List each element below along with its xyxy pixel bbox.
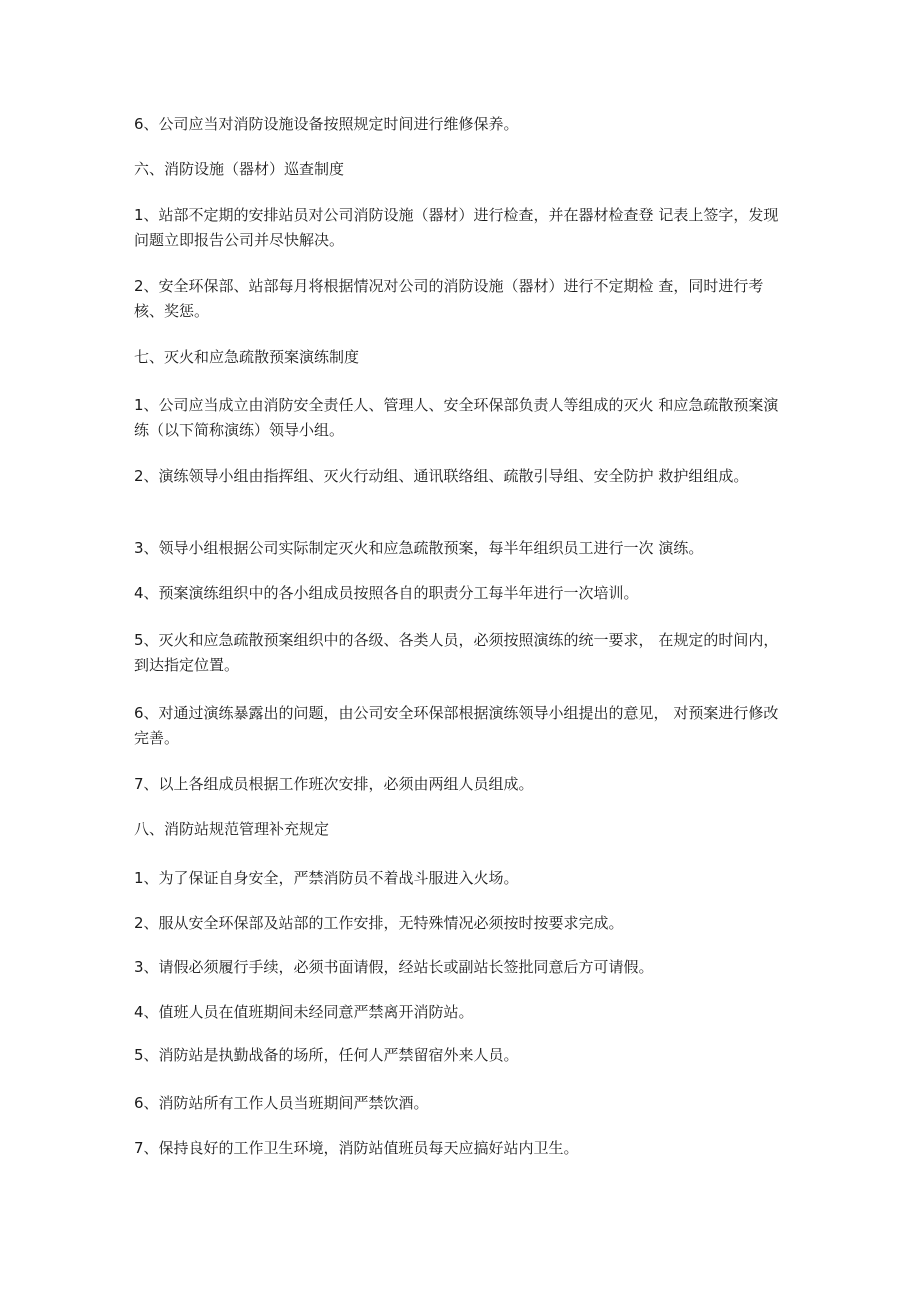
- paragraph-drill-1: 1、公司应当成立由消防安全责任人、管理人、安全环保部负责人等组成的灭火 和应急疏散预案演练（以下简称演练）领导小组。: [134, 396, 779, 439]
- paragraph-station-6: 6、消防站所有工作人员当班期间严禁饮酒。: [134, 1094, 429, 1112]
- paragraph-station-1: 1、为了保证自身安全，严禁消防员不着战斗服进入火场。: [134, 869, 519, 887]
- section-heading-8: 八、消防站规范管理补充规定: [134, 820, 330, 838]
- paragraph-drill-5: 5、灭火和应急疏散预案组织中的各级、各类人员，必须按照演练的统一要求， 在规定的时间内，到达指定位置。: [134, 631, 779, 674]
- paragraph-drill-2: 2、演练领导小组由指挥组、灭火行动组、通讯联络组、疏散引导组、安全防护 救护组组成。: [134, 467, 749, 485]
- paragraph-drill-7: 7、以上各组成员根据工作班次安排，必须由两组人员组成。: [134, 775, 534, 793]
- paragraph-drill-3: 3、领导小组根据公司实际制定灭火和应急疏散预案，每半年组织员工进行一次 演练。: [134, 539, 704, 557]
- paragraph-station-4: 4、值班人员在值班期间未经同意严禁离开消防站。: [134, 1003, 474, 1021]
- section-heading-7: 七、灭火和应急疏散预案演练制度: [134, 348, 360, 366]
- section-heading-6: 六、消防设施（器材）巡查制度: [134, 160, 345, 178]
- paragraph-item-6-maintenance: 6、公司应当对消防设施设备按照规定时间进行维修保养。: [134, 115, 519, 133]
- paragraph-station-7: 7、保持良好的工作卫生环境，消防站值班员每天应搞好站内卫生。: [134, 1139, 579, 1157]
- paragraph-drill-6: 6、对通过演练暴露出的问题，由公司安全环保部根据演练领导小组提出的意见， 对预案进行修改完善。: [134, 704, 779, 747]
- paragraph-inspection-1: 1、站部不定期的安排站员对公司消防设施（器材）进行检查，并在器材检查登 记表上签字，发现问题立即报告公司并尽快解决。: [134, 206, 779, 249]
- paragraph-station-3: 3、请假必须履行手续，必须书面请假，经站长或副站长签批同意后方可请假。: [134, 958, 654, 976]
- paragraph-inspection-2: 2、安全环保部、站部每月将根据情况对公司的消防设施（器材）进行不定期检 查，同时进行考核、奖惩。: [134, 277, 764, 320]
- paragraph-station-5: 5、消防站是执勤战备的场所，任何人严禁留宿外来人员。: [134, 1046, 519, 1064]
- paragraph-station-2: 2、服从安全环保部及站部的工作安排，无特殊情况必须按时按要求完成。: [134, 914, 624, 932]
- paragraph-drill-4: 4、预案演练组织中的各小组成员按照各自的职责分工每半年进行一次培训。: [134, 584, 639, 602]
